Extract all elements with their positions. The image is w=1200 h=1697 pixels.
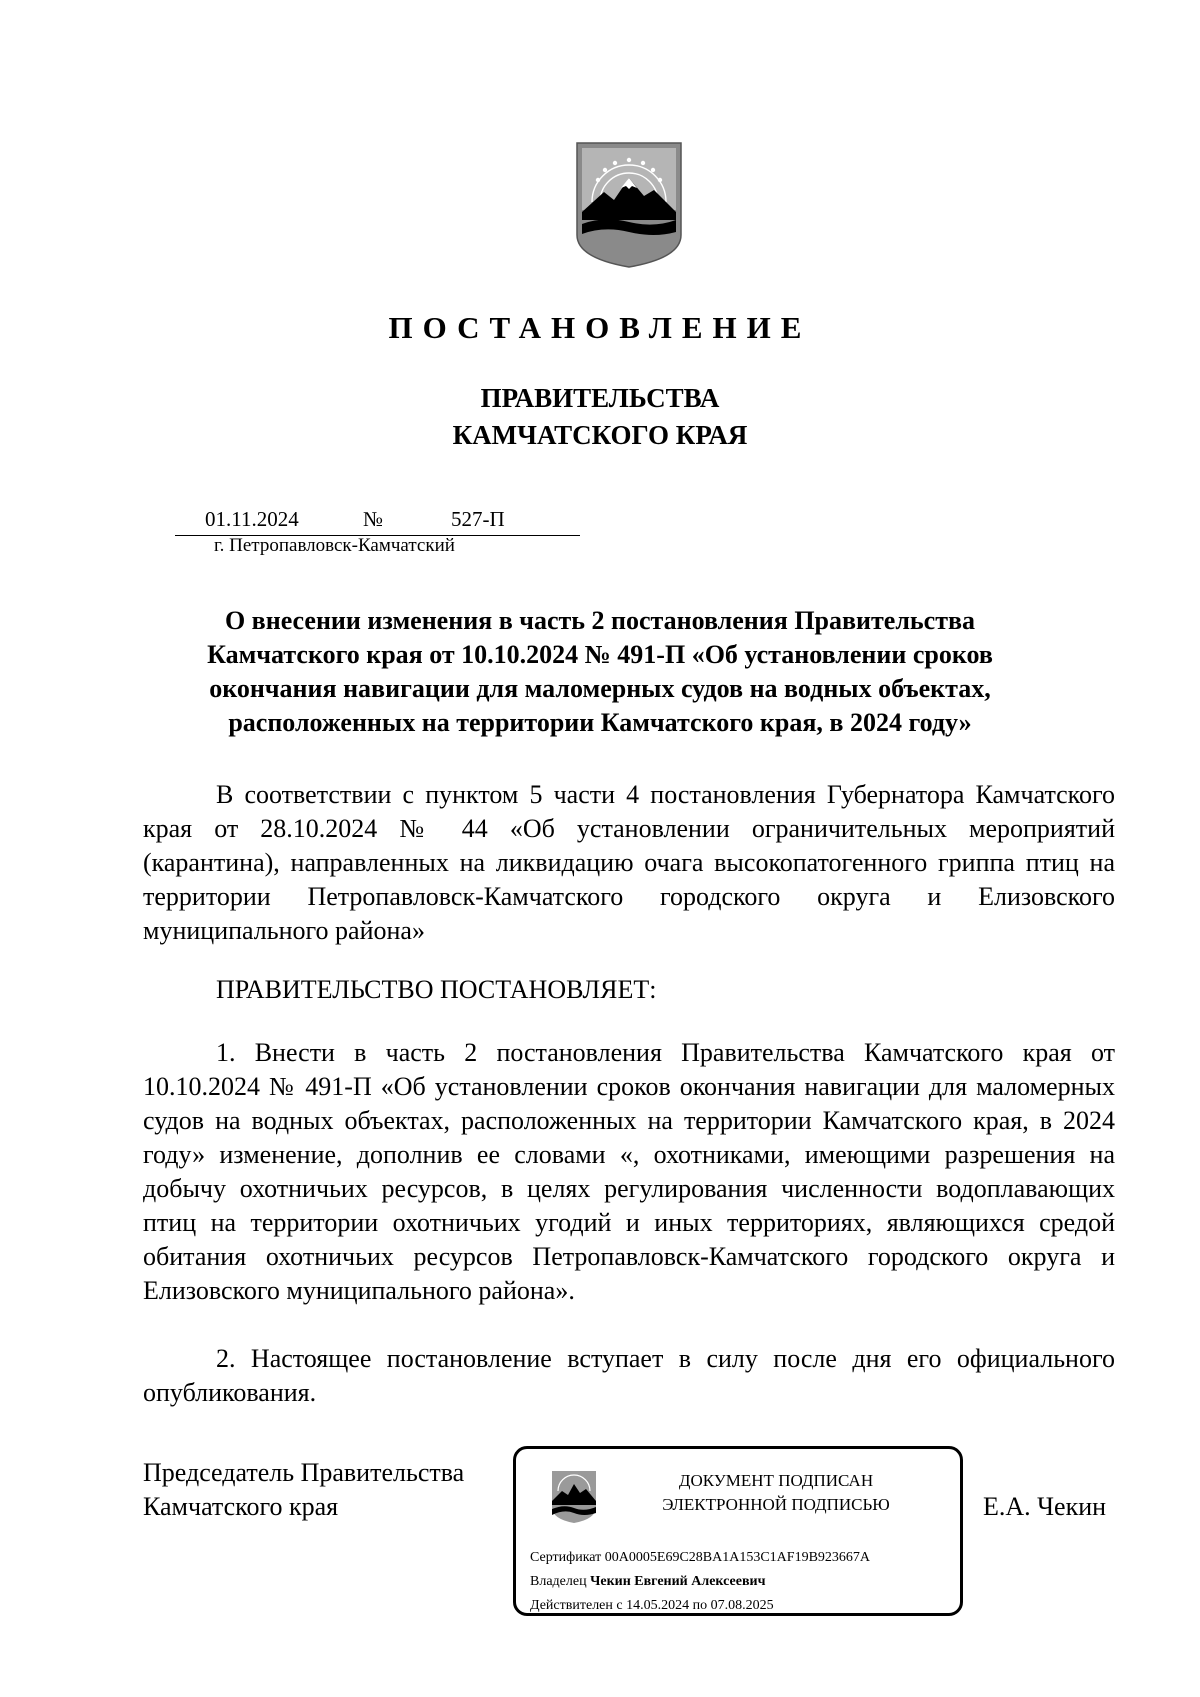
stamp-emblem-icon	[550, 1469, 598, 1525]
coat-of-arms-emblem	[574, 140, 684, 270]
certificate-value: 00A0005E69C28BA1A153C1AF19B923667A	[604, 1550, 871, 1565]
item-2-paragraph: 2. Настоящее постановление вступает в силу после дня его официального опубликования.	[143, 1344, 1115, 1407]
registration-line	[175, 505, 580, 536]
signatory-name: Е.А. Чекин	[983, 1492, 1107, 1521]
subject-line-3: окончания навигации для маломерных судов на водных объектах,	[209, 674, 991, 703]
validity-to: 07.08.2025	[710, 1598, 774, 1613]
electronic-signature-stamp	[513, 1446, 963, 1616]
stamp-owner	[530, 1574, 765, 1590]
stamp-certificate	[530, 1550, 870, 1566]
document-subject	[150, 604, 1050, 740]
stamp-heading-line-1: ДОКУМЕНТ ПОДПИСАН	[678, 1471, 874, 1490]
signatory-title-line-1: Председатель Правительства	[143, 1458, 465, 1487]
subject-line-1: О внесении изменения в часть 2 постановления Правительства	[224, 606, 976, 635]
item-1-paragraph: 1. Внести в часть 2 постановления Правительства Камчатского края от 10.10.2024 № 491-П «Об установлении сроков окончания навигации для маломерных судов на водных объектах, расположенных на территории Камчатского края, в 2024 году» изменение, дополнив ее словами «, охотниками, имеющими разрешения на добычу охотничьих ресурсов, в целях регулирования численности водоплавающих птиц на территории охотничьих угодий и иных территориях, являющихся средой обитания охотничьих ресурсов Петропавловск-Камчатского городского округа и Елизовского муниципального района».	[143, 1038, 1115, 1305]
resolves-heading: ПРАВИТЕЛЬСТВО ПОСТАНОВЛЯЕТ:	[216, 975, 657, 1004]
number-sign: №	[363, 507, 384, 531]
preamble-paragraph: В соответствии с пунктом 5 части 4 постановления Губернатора Камчатского края от 28.10.2024 № 44 «Об установлении ограничительных мероприятий (карантина), направленных на ликвидацию очага высокопатогенного гриппа птиц на территории Петропавловск-Камчатского городского округа и Елизовского муниципального района»	[143, 780, 1115, 945]
stamp-heading-line-2: ЭЛЕКТРОННОЙ ПОДПИСЬЮ	[662, 1495, 890, 1514]
city-label: г. Петропавловск-Камчатский	[214, 535, 455, 556]
stamp-validity	[530, 1598, 774, 1614]
issuer-block	[0, 380, 1200, 454]
signatory-title-line-2: Камчатского края	[143, 1492, 339, 1521]
signatory-title	[143, 1456, 503, 1524]
stamp-heading	[606, 1469, 946, 1517]
issuer-line-1: ПРАВИТЕЛЬСТВА	[480, 383, 720, 413]
subject-line-2: Камчатского края от 10.10.2024 № 491-П «Об установлении сроков	[207, 640, 993, 669]
document-number: 527-П	[451, 507, 505, 531]
validity-from: 14.05.2024	[626, 1598, 690, 1613]
validity-label: Действителен с	[530, 1598, 623, 1613]
validity-to-label: по	[692, 1598, 708, 1613]
issuer-line-2: КАМЧАТСКОГО КРАЯ	[452, 420, 748, 450]
owner-label: Владелец	[530, 1574, 587, 1589]
document-date: 01.11.2024	[205, 507, 299, 531]
subject-line-4: расположенных на территории Камчатского края, в 2024 году»	[228, 708, 972, 737]
document-type-title: ПОСТАНОВЛЕНИЕ	[388, 310, 812, 345]
owner-value: Чекин Евгений Алексеевич	[590, 1574, 766, 1589]
certificate-label: Сертификат	[530, 1550, 602, 1565]
